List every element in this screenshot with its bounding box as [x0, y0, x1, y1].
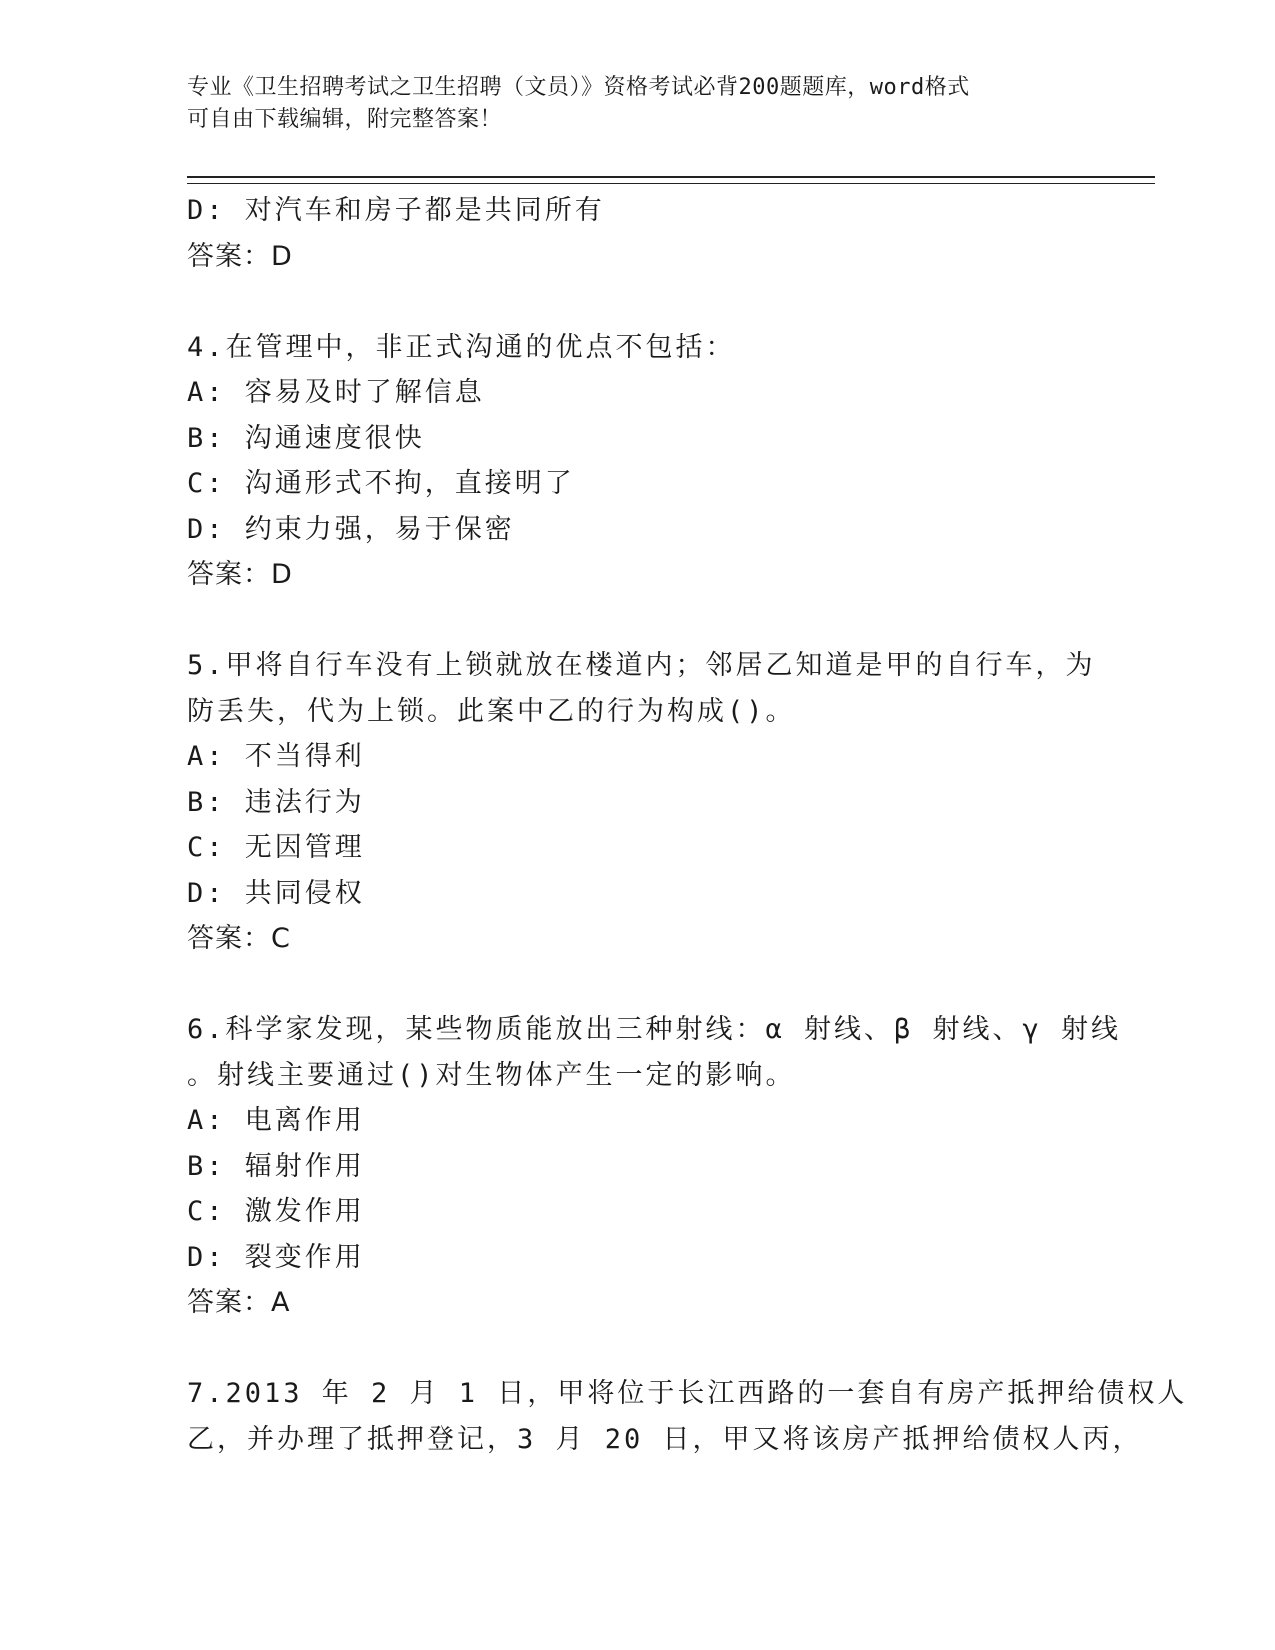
option-b: B: 违法行为 — [187, 786, 365, 818]
header-divider-thick — [187, 176, 1155, 178]
option-d: D: 对汽车和房子都是共同所有 — [187, 195, 605, 226]
spacer — [187, 279, 1087, 325]
answer-line: 答案：C — [187, 923, 291, 954]
question-stem-line-1: 7.2013 年 2 月 1 日，甲将位于长江西路的一套自有房产抵押给债权人 — [187, 1378, 1188, 1409]
answer-line: 答案：D — [187, 240, 293, 272]
option-a: A: 不当得利 — [187, 741, 365, 772]
question-4 — [187, 325, 1087, 598]
option-b: B: 沟通速度很快 — [187, 422, 425, 454]
question-6 — [187, 1007, 1122, 1326]
question-stem-line-2: 乙，并办理了抵押登记，3 月 20 日，甲又将该房产抵押给债权人丙， — [187, 1423, 1143, 1455]
option-a: A: 电离作用 — [187, 1105, 365, 1136]
document-header — [187, 72, 1087, 136]
option-b: B: 辐射作用 — [187, 1150, 365, 1182]
question-stem-line-1: 6.科学家发现，某些物质能放出三种射线：α 射线、β 射线、γ 射线 — [187, 1014, 1122, 1045]
spacer — [187, 598, 1087, 644]
answer-line: 答案：A — [187, 1287, 291, 1318]
header-divider-thin — [187, 183, 1155, 184]
question-5 — [187, 643, 1096, 962]
option-c: C: 激发作用 — [187, 1196, 365, 1227]
option-c: C: 沟通形式不拘，直接明了 — [187, 468, 575, 499]
answer-line: 答案：D — [187, 559, 293, 590]
question-stem-line-2: 防丢失，代为上锁。此案中乙的行为构成()。 — [187, 695, 796, 727]
question-7 — [187, 1371, 1188, 1462]
question-3-tail — [187, 188, 1087, 279]
option-d: D: 裂变作用 — [187, 1241, 365, 1273]
header-title-line-2: 可自由下载编辑，附完整答案！ — [187, 107, 503, 132]
option-d: D: 共同侵权 — [187, 877, 365, 909]
question-stem: 4.在管理中，非正式沟通的优点不包括： — [187, 331, 736, 363]
question-stem-line-2: 。射线主要通过()对生物体产生一定的影响。 — [187, 1059, 796, 1091]
option-c: C: 无因管理 — [187, 832, 365, 863]
option-a: A: 容易及时了解信息 — [187, 377, 485, 408]
question-list — [187, 188, 1188, 1462]
header-title-line-1: 专业《卫生招聘考试之卫生招聘（文员）》资格考试必背200题题库，word格式 — [187, 75, 970, 100]
spacer — [187, 1326, 1087, 1372]
question-stem-line-1: 5.甲将自行车没有上锁就放在楼道内；邻居乙知道是甲的自行车，为 — [187, 650, 1096, 681]
spacer — [187, 962, 1087, 1008]
option-d: D: 约束力强，易于保密 — [187, 513, 515, 545]
